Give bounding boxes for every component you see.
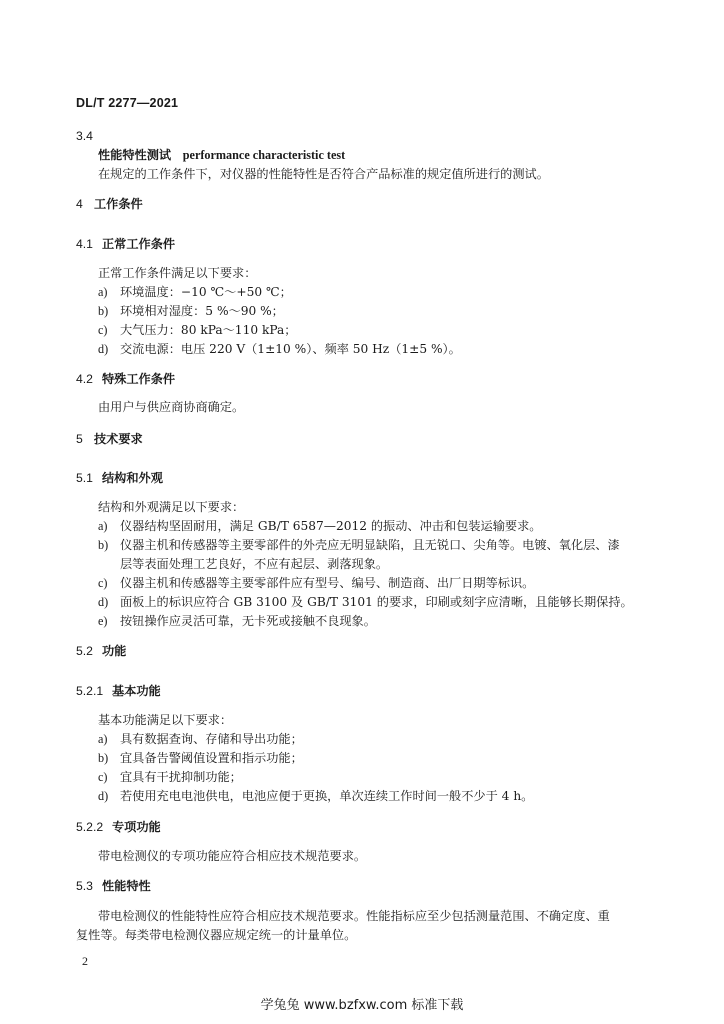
- section-5-3-number: 5.3: [76, 879, 93, 893]
- section-5-3-text-line-1: 带电检测仪的性能特性应符合相应技术规范要求。性能指标应至少包括测量范围、不确定度、重: [98, 909, 610, 923]
- standard-code-header: DL/T 2277—2021: [76, 96, 179, 110]
- section-5-3-text-line-2: 复性等。每类带电检测仪器应规定统一的计量单位。: [76, 928, 357, 942]
- list-item: c) 大气压力：80 kPa～110 kPa；: [98, 323, 297, 337]
- list-item: a) 环境温度：−10 ℃～+50 ℃；: [98, 285, 292, 299]
- page-number: 2: [82, 954, 88, 968]
- section-4-1-number: 4.1: [76, 237, 93, 251]
- list-item: a) 具有数据查询、存储和导出功能；: [98, 732, 303, 746]
- list-item: d) 若使用充电电池供电，电池应便于更换，单次连续工作时间一般不少于 4 h。: [98, 789, 534, 803]
- section-5-3-title: 性能特性: [102, 879, 151, 893]
- section-4-2-number: 4.2: [76, 372, 93, 386]
- section-5-2-title: 功能: [102, 644, 127, 658]
- term-3-4-definition: 在规定的工作条件下，对仪器的性能特性是否符合产品标准的规定值所进行的测试。: [98, 167, 549, 181]
- section-4-1-intro: 正常工作条件满足以下要求：: [98, 266, 257, 280]
- footer-watermark: 学兔兔 www.bzfxw.com 标准下载: [260, 998, 464, 1013]
- list-item: b) 仪器主机和传感器等主要零部件的外壳应无明显缺陷，且无锐口、尖角等。电镀、氧化层、漆: [98, 538, 620, 552]
- section-5-2-number: 5.2: [76, 644, 93, 658]
- section-3-4-number: 3.4: [76, 129, 93, 143]
- list-item: c) 宜具有干扰抑制功能；: [98, 770, 242, 784]
- section-5-1-intro: 结构和外观满足以下要求：: [98, 500, 245, 514]
- section-4-2-title: 特殊工作条件: [102, 372, 176, 386]
- list-item: a) 仪器结构坚固耐用，满足 GB/T 6587—2012 的振动、冲击和包装运输要求。: [98, 519, 542, 533]
- term-chinese: 性能特性测试: [98, 148, 172, 162]
- list-item: d) 交流电源：电压 220 V（1±10 %）、频率 50 Hz（1±5 %）。: [98, 342, 461, 356]
- section-5-title: 技术要求: [94, 432, 143, 446]
- list-item: e) 按钮操作应灵活可靠，无卡死或接触不良现象。: [98, 614, 376, 628]
- section-4-title: 工作条件: [94, 197, 143, 211]
- section-5-number: 5: [76, 432, 83, 446]
- section-5-2-1-number: 5.2.1: [76, 684, 104, 698]
- list-item: c) 仪器主机和传感器等主要零部件应有型号、编号、制造商、出厂日期等标识。: [98, 576, 535, 590]
- list-item: d) 面板上的标识应符合 GB 3100 及 GB/T 3101 的要求，印刷或刻字应清晰，且能够长期保持。: [98, 595, 633, 609]
- list-item-continuation: 层等表面处理工艺良好，不应有起层、剥落现象。: [120, 557, 389, 571]
- term-3-4: [98, 147, 345, 163]
- section-5-1-number: 5.1: [76, 471, 93, 485]
- section-4-1-title: 正常工作条件: [102, 237, 176, 251]
- section-5-2-2-number: 5.2.2: [76, 820, 104, 834]
- list-item: b) 环境相对湿度：5 %～90 %；: [98, 304, 284, 318]
- section-5-2-2-text: 带电检测仪的专项功能应符合相应技术规范要求。: [98, 849, 367, 863]
- section-4-number: 4: [76, 197, 83, 211]
- section-5-2-1-title: 基本功能: [112, 684, 161, 698]
- section-5-2-2-title: 专项功能: [112, 820, 161, 834]
- section-5-2-1-intro: 基本功能满足以下要求：: [98, 713, 233, 727]
- section-4-2-text: 由用户与供应商协商确定。: [98, 400, 245, 414]
- section-5-1-title: 结构和外观: [102, 471, 163, 485]
- list-item: b) 宜具备告警阈值设置和指示功能；: [98, 751, 303, 765]
- term-english: performance characteristic test: [182, 148, 346, 162]
